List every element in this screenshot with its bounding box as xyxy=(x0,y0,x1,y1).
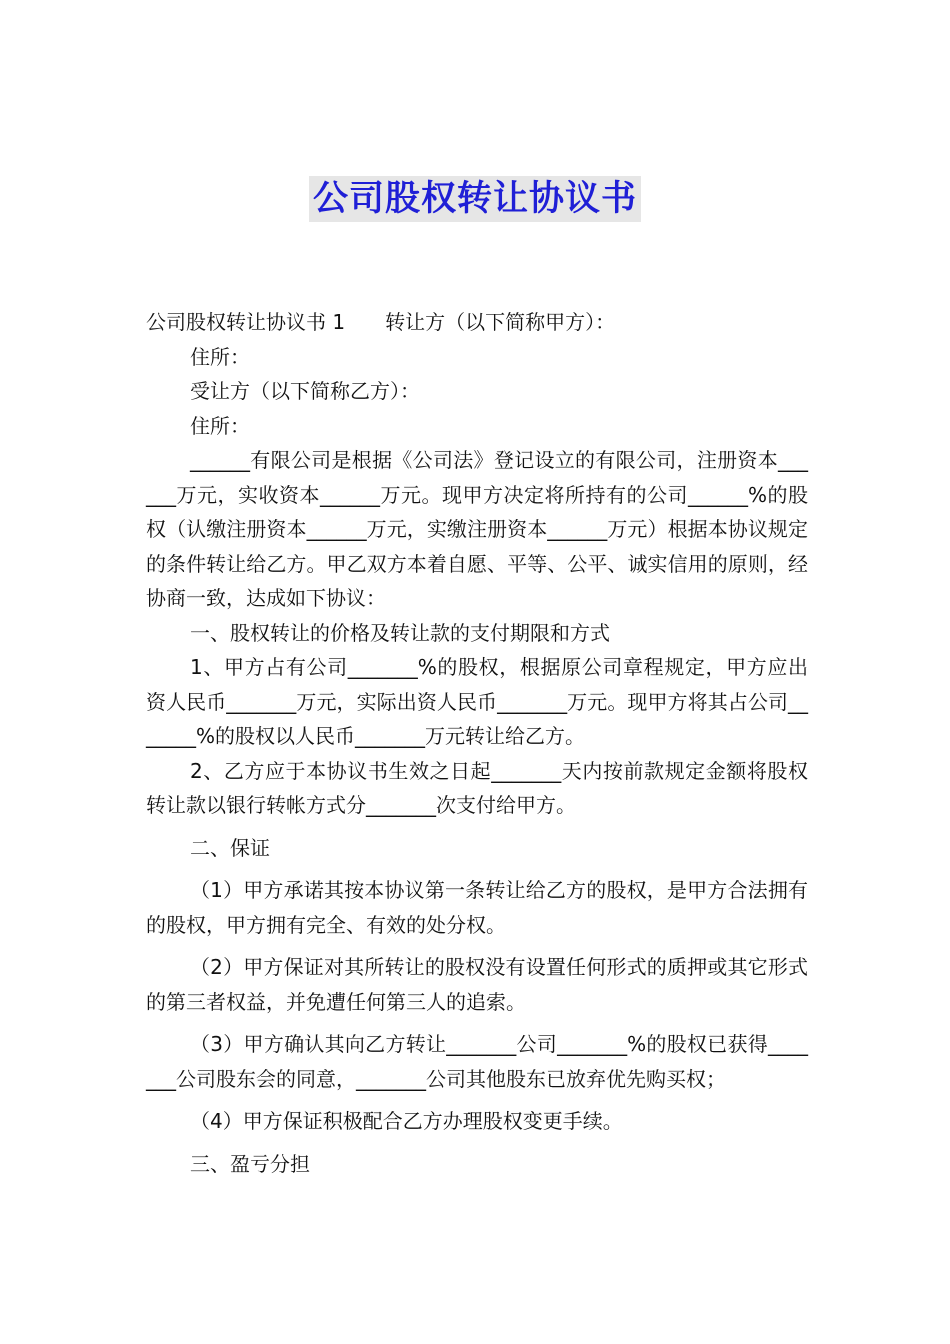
preamble-paragraph: ______有限公司是根据《公司法》登记设立的有限公司，注册资本______万元，实收资本______万元。现甲方决定将所持有的公司______%的股权（认缴注册资本______万元，实缴注册资本______万元）根据本协议规定的条件转让给乙方。甲乙双方本着自愿、平等、公平、诚实信用的原则，经协商一致，达成如下协议： xyxy=(146,448,808,610)
transferee-address: 住所： xyxy=(190,413,250,438)
transferee-label: 受让方（以下简称乙方）： xyxy=(190,379,420,403)
intro-heading: 公司股权转让协议书 1 xyxy=(146,310,346,334)
title-container xyxy=(0,176,950,222)
document-body xyxy=(146,305,808,1181)
clause-2-1: （1）甲方承诺其按本协议第一条转让给乙方的股权，是甲方合法拥有的股权，甲方拥有完全、有效的处分权。 xyxy=(146,878,808,937)
intro-line xyxy=(146,305,808,340)
section-2-heading: 二、保证 xyxy=(190,835,270,860)
clause-2-3: （3）甲方确认其向乙方转让_______公司_______%的股权已获得_______公司股东会的同意，_______公司其他股东已放弃优先购买权； xyxy=(146,1032,808,1091)
clause-2-4: （4）甲方保证积极配合乙方办理股权变更手续。 xyxy=(190,1109,623,1133)
document-title: 公司股权转让协议书 xyxy=(309,176,641,222)
transferor-label: 转让方（以下简称甲方）： xyxy=(385,310,616,334)
section-1-heading: 一、股权转让的价格及转让款的支付期限和方式 xyxy=(190,620,610,645)
clause-1-2: 2、乙方应于本协议书生效之日起_______天内按前款规定金额将股权转让款以银行转帐方式分_______次支付给甲方。 xyxy=(146,758,808,817)
transferor-address: 住所： xyxy=(190,344,250,369)
section-3-heading: 三、盈亏分担 xyxy=(190,1151,310,1176)
clause-2-2: （2）甲方保证对其所转让的股权没有设置任何形式的质押或其它形式的第三者权益，并免遭任何第三人的追索。 xyxy=(146,955,808,1014)
clause-1-1: 1、甲方占有公司_______%的股权，根据原公司章程规定，甲方应出资人民币_______万元，实际出资人民币_______万元。现甲方将其占公司_______%的股权以人民币_______万元转让给乙方。 xyxy=(146,655,808,748)
